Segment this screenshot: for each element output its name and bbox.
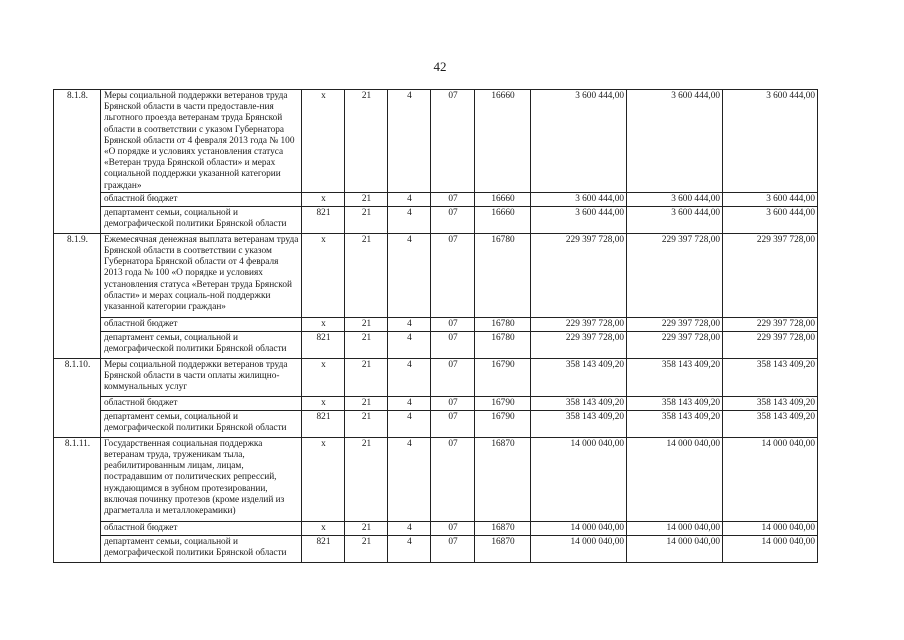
description-cell: департамент семьи, социальной и демографической политики Брянской области: [101, 410, 302, 437]
item-number: [54, 192, 101, 206]
table-row: [54, 206, 818, 233]
table-row: [54, 396, 818, 410]
subprogram-cell: 4: [388, 90, 431, 193]
code-cell: x: [302, 317, 345, 331]
description-cell: департамент семьи, социальной и демографической политики Брянской области: [101, 535, 302, 562]
code-cell: 821: [302, 535, 345, 562]
item-number: 8.1.8.: [54, 90, 101, 193]
direction-cell: 16780: [475, 331, 531, 358]
direction-cell: 16660: [475, 90, 531, 193]
amount-year2-cell: 14 000 040,00: [627, 437, 723, 521]
amount-year1-cell: 358 143 409,20: [531, 410, 627, 437]
item-number: [54, 535, 101, 562]
subprogram-cell: 4: [388, 410, 431, 437]
amount-year3-cell: 14 000 040,00: [723, 437, 818, 521]
direction-cell: 16790: [475, 410, 531, 437]
subprogram-cell: 4: [388, 437, 431, 521]
table-row: [54, 90, 818, 193]
amount-year2-cell: 358 143 409,20: [627, 396, 723, 410]
table-row: [54, 535, 818, 562]
section-cell: 07: [431, 317, 475, 331]
description-cell: Меры социальной поддержки ветеранов труда Брянской области в части предоставле-ния льготного проезда ветеранам труда Брянской области в соответствии с указом Губернатора Брянской области от 4 февраля 2013 года № 100 «О порядке и условиях установления статуса «Ветеран труда Брянской области» и мерах социальной поддержки указанной категории граждан»: [101, 90, 302, 193]
description-cell: департамент семьи, социальной и демографической политики Брянской области: [101, 331, 302, 358]
direction-cell: 16790: [475, 358, 531, 396]
amount-year2-cell: 3 600 444,00: [627, 206, 723, 233]
subprogram-cell: 4: [388, 358, 431, 396]
item-number: [54, 396, 101, 410]
code-cell: x: [302, 358, 345, 396]
program-cell: 21: [345, 437, 388, 521]
amount-year1-cell: 14 000 040,00: [531, 521, 627, 535]
amount-year3-cell: 229 397 728,00: [723, 331, 818, 358]
amount-year3-cell: 14 000 040,00: [723, 521, 818, 535]
program-cell: 21: [345, 331, 388, 358]
direction-cell: 16870: [475, 437, 531, 521]
subprogram-cell: 4: [388, 317, 431, 331]
code-cell: 821: [302, 206, 345, 233]
table-body: [54, 90, 818, 563]
item-number: [54, 410, 101, 437]
direction-cell: 16870: [475, 521, 531, 535]
amount-year2-cell: 229 397 728,00: [627, 233, 723, 317]
amount-year2-cell: 3 600 444,00: [627, 192, 723, 206]
budget-table: [53, 89, 818, 563]
description-cell: Меры социальной поддержки ветеранов труда Брянской области в части оплаты жилищно-коммунальных услуг: [101, 358, 302, 396]
table-row: [54, 521, 818, 535]
table-row: [54, 358, 818, 396]
table-row: [54, 317, 818, 331]
subprogram-cell: 4: [388, 535, 431, 562]
amount-year1-cell: 3 600 444,00: [531, 90, 627, 193]
direction-cell: 16790: [475, 396, 531, 410]
amount-year1-cell: 358 143 409,20: [531, 358, 627, 396]
amount-year1-cell: 3 600 444,00: [531, 206, 627, 233]
section-cell: 07: [431, 206, 475, 233]
code-cell: x: [302, 521, 345, 535]
amount-year3-cell: 229 397 728,00: [723, 233, 818, 317]
direction-cell: 16780: [475, 317, 531, 331]
program-cell: 21: [345, 358, 388, 396]
amount-year3-cell: 3 600 444,00: [723, 90, 818, 193]
amount-year3-cell: 358 143 409,20: [723, 410, 818, 437]
description-cell: Ежемесячная денежная выплата ветеранам труда Брянской области в соответствии с указом Губернатора Брянской области от 4 февраля 2013 года № 100 «О порядке и условиях установления статуса «Ветеран труда Брянской области» и мерах социаль-ной поддержки указанной категории граждан»: [101, 233, 302, 317]
direction-cell: 16870: [475, 535, 531, 562]
code-cell: 821: [302, 410, 345, 437]
item-number: 8.1.9.: [54, 233, 101, 317]
amount-year3-cell: 358 143 409,20: [723, 358, 818, 396]
amount-year2-cell: 358 143 409,20: [627, 410, 723, 437]
amount-year1-cell: 3 600 444,00: [531, 192, 627, 206]
amount-year1-cell: 358 143 409,20: [531, 396, 627, 410]
item-number: [54, 331, 101, 358]
amount-year1-cell: 14 000 040,00: [531, 535, 627, 562]
code-cell: 821: [302, 331, 345, 358]
description-cell: областной бюджет: [101, 192, 302, 206]
amount-year3-cell: 3 600 444,00: [723, 192, 818, 206]
program-cell: 21: [345, 410, 388, 437]
code-cell: x: [302, 437, 345, 521]
amount-year1-cell: 229 397 728,00: [531, 233, 627, 317]
description-cell: областной бюджет: [101, 396, 302, 410]
amount-year3-cell: 14 000 040,00: [723, 535, 818, 562]
amount-year1-cell: 229 397 728,00: [531, 331, 627, 358]
direction-cell: 16660: [475, 192, 531, 206]
program-cell: 21: [345, 233, 388, 317]
table-row: [54, 233, 818, 317]
direction-cell: 16660: [475, 206, 531, 233]
section-cell: 07: [431, 521, 475, 535]
subprogram-cell: 4: [388, 206, 431, 233]
item-number: [54, 206, 101, 233]
section-cell: 07: [431, 90, 475, 193]
description-cell: областной бюджет: [101, 317, 302, 331]
amount-year1-cell: 14 000 040,00: [531, 437, 627, 521]
code-cell: x: [302, 192, 345, 206]
subprogram-cell: 4: [388, 331, 431, 358]
program-cell: 21: [345, 206, 388, 233]
program-cell: 21: [345, 317, 388, 331]
section-cell: 07: [431, 358, 475, 396]
program-cell: 21: [345, 192, 388, 206]
table-row: [54, 192, 818, 206]
section-cell: 07: [431, 233, 475, 317]
table-row: [54, 410, 818, 437]
amount-year2-cell: 229 397 728,00: [627, 317, 723, 331]
program-cell: 21: [345, 521, 388, 535]
program-cell: 21: [345, 396, 388, 410]
section-cell: 07: [431, 331, 475, 358]
section-cell: 07: [431, 437, 475, 521]
amount-year2-cell: 3 600 444,00: [627, 90, 723, 193]
table-row: [54, 331, 818, 358]
direction-cell: 16780: [475, 233, 531, 317]
section-cell: 07: [431, 396, 475, 410]
amount-year2-cell: 229 397 728,00: [627, 331, 723, 358]
code-cell: x: [302, 90, 345, 193]
code-cell: x: [302, 396, 345, 410]
code-cell: x: [302, 233, 345, 317]
item-number: 8.1.11.: [54, 437, 101, 521]
amount-year2-cell: 358 143 409,20: [627, 358, 723, 396]
subprogram-cell: 4: [388, 192, 431, 206]
item-number: [54, 317, 101, 331]
program-cell: 21: [345, 535, 388, 562]
section-cell: 07: [431, 410, 475, 437]
subprogram-cell: 4: [388, 233, 431, 317]
amount-year3-cell: 229 397 728,00: [723, 317, 818, 331]
table-row: [54, 437, 818, 521]
item-number: 8.1.10.: [54, 358, 101, 396]
item-number: [54, 521, 101, 535]
description-cell: областной бюджет: [101, 521, 302, 535]
description-cell: Государственная социальная поддержка ветеранам труда, труженикам тыла, реабилитированным лицам, лицам, пострадавшим от политических репрессий, нуждающимся в зубном протезировании, включая починку протезов (кроме изделий из драгметалла и металлокерамики): [101, 437, 302, 521]
section-cell: 07: [431, 535, 475, 562]
amount-year2-cell: 14 000 040,00: [627, 535, 723, 562]
subprogram-cell: 4: [388, 396, 431, 410]
amount-year2-cell: 14 000 040,00: [627, 521, 723, 535]
section-cell: 07: [431, 192, 475, 206]
subprogram-cell: 4: [388, 521, 431, 535]
amount-year3-cell: 3 600 444,00: [723, 206, 818, 233]
amount-year1-cell: 229 397 728,00: [531, 317, 627, 331]
description-cell: департамент семьи, социальной и демографической политики Брянской области: [101, 206, 302, 233]
amount-year3-cell: 358 143 409,20: [723, 396, 818, 410]
page-number: 42: [433, 59, 447, 74]
program-cell: 21: [345, 90, 388, 193]
